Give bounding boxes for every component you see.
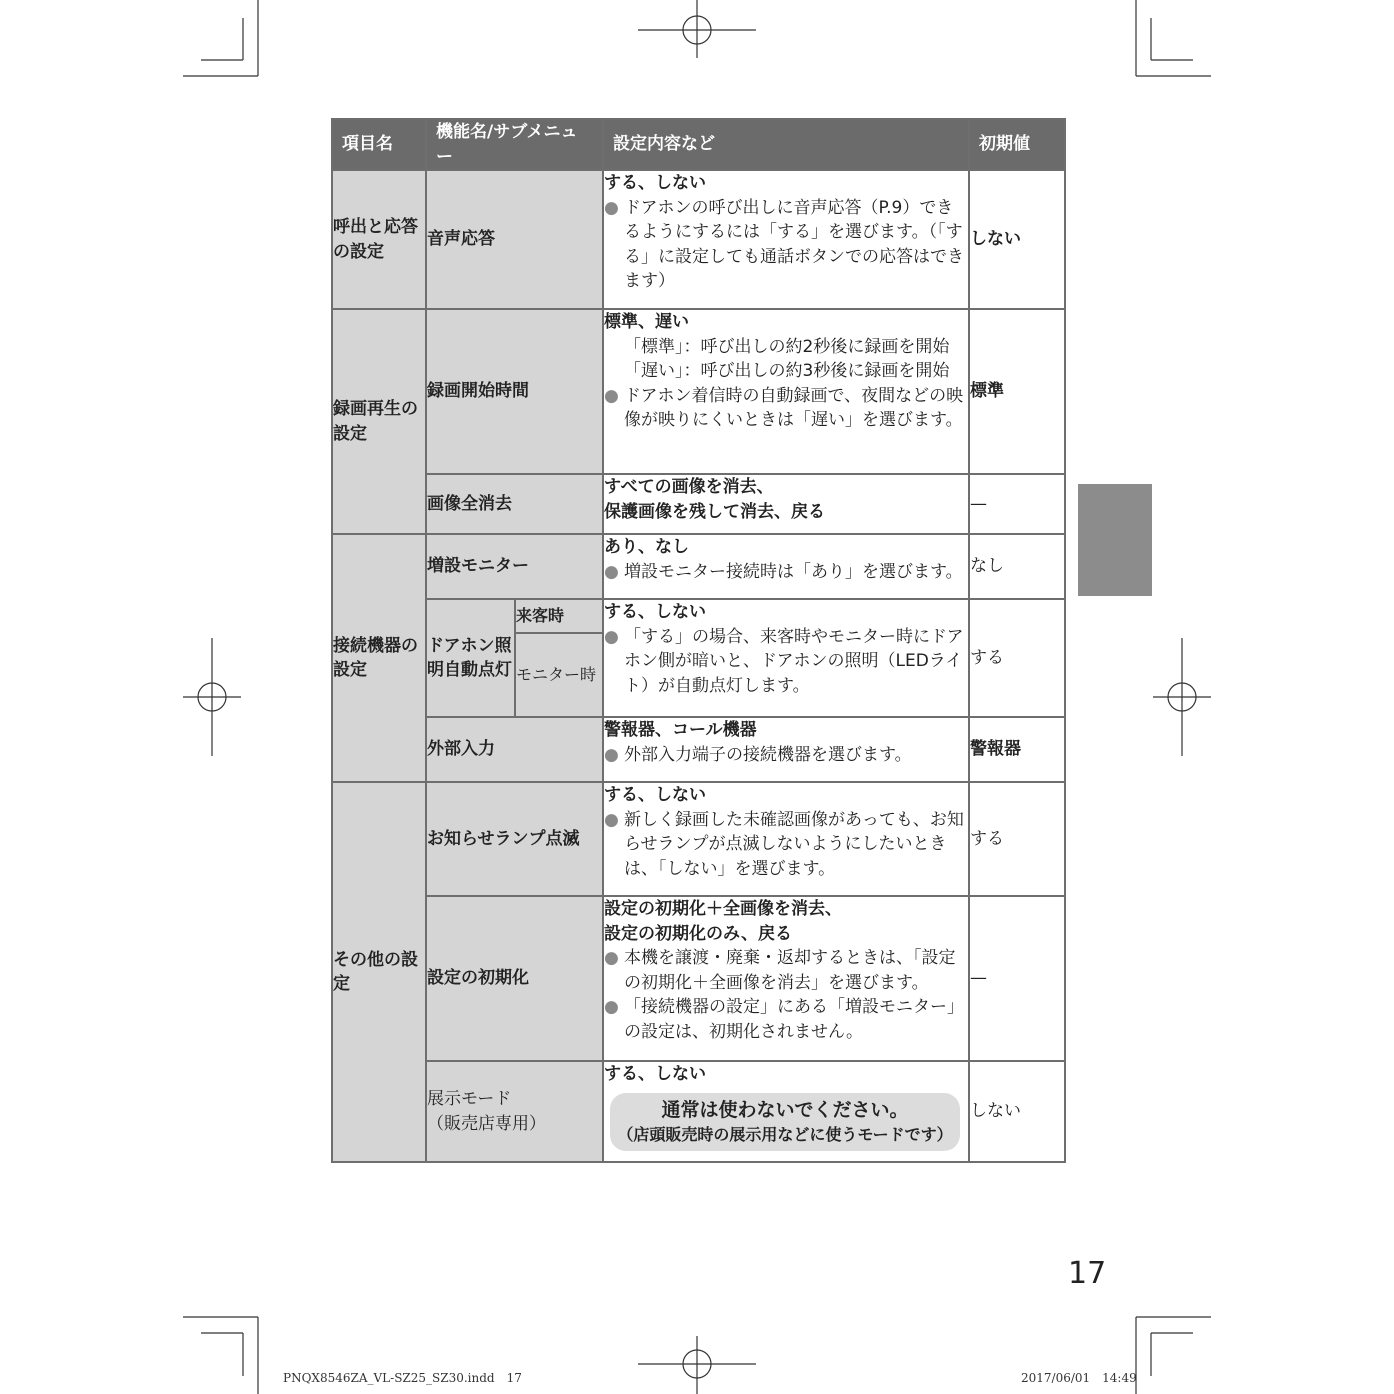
function-name: 展示モード xyxy=(427,1089,512,1109)
option-detail: 「標準」：呼び出しの約2秒後に録画を開始 xyxy=(624,336,950,357)
default-cell: — xyxy=(969,474,1065,534)
option-text: 標準、遅い xyxy=(604,312,689,332)
content-cell xyxy=(603,599,969,717)
function-cell: ドアホン照明自動点灯 xyxy=(426,599,515,717)
default-cell: しない xyxy=(969,1061,1065,1162)
note: ● 外部入力端子の接続機器を選びます。 xyxy=(604,743,968,768)
content-cell xyxy=(603,170,969,309)
option-text: 設定の初期化のみ、戻る xyxy=(604,923,793,944)
table-row xyxy=(332,1061,1065,1162)
option-text: あり、なし xyxy=(604,537,689,557)
submenu-cell: モニター時 xyxy=(515,633,603,717)
bullet-icon: ● xyxy=(604,997,619,1017)
default-cell: 標準 xyxy=(969,309,1065,474)
function-cell: 外部入力 xyxy=(426,717,603,782)
default-cell: する xyxy=(969,599,1065,717)
warning-callout xyxy=(610,1093,960,1151)
function-cell xyxy=(426,1061,603,1162)
option-text: する、しない xyxy=(604,602,706,622)
chapter-tab xyxy=(1078,484,1152,596)
function-cell: 画像全消去 xyxy=(426,474,603,534)
default-cell: なし xyxy=(969,534,1065,599)
content-cell xyxy=(603,782,969,896)
bullet-icon: ● xyxy=(604,385,619,406)
function-cell: 設定の初期化 xyxy=(426,896,603,1061)
header-item: 項目名 xyxy=(332,119,426,170)
callout-sub: （店頭販売時の展示用などに使うモードです） xyxy=(617,1124,953,1144)
footer-timestamp: 2017/06/01 14:49 xyxy=(1021,1371,1137,1385)
note: ● 増設モニター接続時は「あり」を選びます。 xyxy=(604,560,968,585)
table-row xyxy=(332,599,1065,633)
default-cell: 警報器 xyxy=(969,717,1065,782)
category-cell: 呼出と応答の設定 xyxy=(332,170,426,309)
content-cell xyxy=(603,534,969,599)
settings-table xyxy=(331,118,1066,1163)
option-text: 設定の初期化＋全画像を消去、 xyxy=(604,899,842,919)
note: ● 本機を譲渡・廃棄・返却するときは、「設定の初期化＋全画像を消去」を選びます。 xyxy=(604,948,956,993)
note: ● 「接続機器の設定」にある「増設モニター」の設定は、初期化されません。 xyxy=(604,997,964,1042)
default-cell: しない xyxy=(969,170,1065,309)
submenu-cell: 来客時 xyxy=(515,599,603,633)
table-header-row xyxy=(332,119,1065,170)
table-row xyxy=(332,782,1065,896)
category-cell: 接続機器の設定 xyxy=(332,534,426,782)
note: ● ドアホンの呼び出しに音声応答（P.9）できるようにするには「する」を選びます。（「する」に設定しても通話ボタンでの応答はできます） xyxy=(604,197,964,291)
note: ● 「する」の場合、来客時やモニター時にドアホン側が暗いと、ドアホンの照明（LEDライト）が自動点灯します。 xyxy=(604,626,964,696)
footer-file: PNQX8546ZA_VL-SZ25_SZ30.indd 17 xyxy=(283,1371,522,1385)
content-cell xyxy=(603,717,969,782)
function-cell: お知らせランプ点滅 xyxy=(426,782,603,896)
table-row xyxy=(332,717,1065,782)
note: ● ドアホン着信時の自動録画で、夜間などの映像が映りにくいときは「遅い」を選びます。 xyxy=(604,385,964,430)
option-text: する、しない xyxy=(604,1064,706,1084)
option-detail: 「遅い」：呼び出しの約3秒後に録画を開始 xyxy=(624,361,950,381)
table-row xyxy=(332,896,1065,1061)
bullet-icon: ● xyxy=(604,626,619,647)
content-cell xyxy=(603,896,969,1061)
option-text: 保護画像を残して消去、戻る xyxy=(604,501,825,522)
bullet-icon: ● xyxy=(604,197,619,218)
option-text: する、しない xyxy=(604,785,706,805)
category-cell: 録画再生の設定 xyxy=(332,309,426,534)
table-row xyxy=(332,309,1065,474)
note: ● 新しく録画した未確認画像があっても、お知らせランプが点滅しないようにしたいときは、「しない」を選びます。 xyxy=(604,809,964,879)
bullet-icon: ● xyxy=(604,809,619,830)
table-row xyxy=(332,534,1065,599)
header-content: 設定内容など xyxy=(603,119,969,170)
category-cell: その他の設定 xyxy=(332,782,426,1162)
content-cell xyxy=(603,1061,969,1162)
content-cell xyxy=(603,474,969,534)
default-cell: する xyxy=(969,782,1065,896)
bullet-icon: ● xyxy=(604,561,619,582)
function-cell: 録画開始時間 xyxy=(426,309,603,474)
page-number: 17 xyxy=(1068,1256,1107,1291)
option-text: すべての画像を消去、 xyxy=(604,477,774,497)
table-row xyxy=(332,170,1065,309)
header-default: 初期値 xyxy=(969,119,1065,170)
table-row xyxy=(332,474,1065,534)
callout-main: 通常は使わないでください。 xyxy=(661,1098,909,1121)
content-cell xyxy=(603,309,969,474)
option-text: 警報器、コール機器 xyxy=(604,720,757,740)
option-text: する、しない xyxy=(604,173,706,193)
bullet-icon: ● xyxy=(604,744,619,765)
bullet-icon: ● xyxy=(604,948,619,968)
function-cell: 増設モニター xyxy=(426,534,603,599)
header-function: 機能名/サブメニュー xyxy=(426,119,603,170)
function-qualifier: （販売店専用） xyxy=(427,1113,546,1134)
default-cell: — xyxy=(969,896,1065,1061)
function-cell: 音声応答 xyxy=(426,170,603,309)
